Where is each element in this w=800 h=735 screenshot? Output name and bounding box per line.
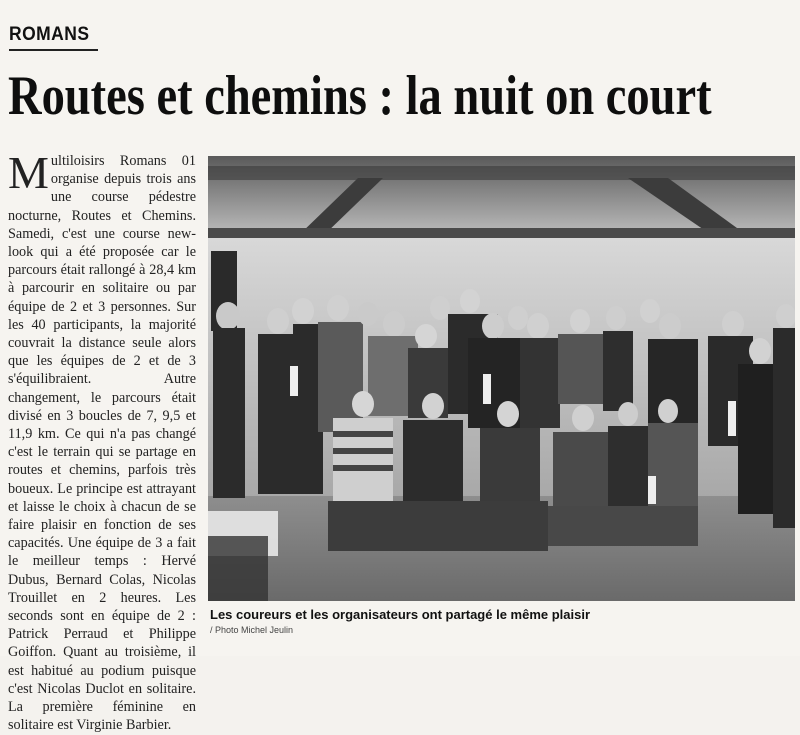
article-headline: Routes et chemins : la nuit on court [8, 65, 712, 127]
group-photo-illustration [208, 156, 795, 601]
drop-cap: M [8, 147, 49, 198]
section-underline [9, 49, 98, 51]
photo-caption: Les coureurs et les organisateurs ont partagé le même plaisir [210, 607, 591, 622]
article-body-text: ultiloisirs Romans 01 organise depuis trois ans une course pédestre nocturne, Routes et Chemins. Samedi, c'est une course new-look qui a été proposée car le parcours était rallongé à 28,4 km à parcourir en solitaire ou par équipe de 2 et 3 personnes. Sur les 40 participants, la majorité couvrait la distance seule alors que les équipes de 2 et de 3 s'équilibraient. Autre changement, le parcours était divisé en 3 boucles de 7, 9,5 et 11,9 km. Ce qui n'a pas changé c'est le terrain qui se partage en routes et chemins, parfois très boueux. Le principe est attrayant et laisse le choix à chacun de se faire plaisir en fonction de ses capacités. Une équipe de 3 a fait le meilleur temps : Hervé Dubus, Bernard Colas, Nicolas Trouillet en 2 heures. Les seconds sont en équipe de 2 : Patrick Perraud et Philippe Goiffon. Quant au troisième, il est habitué au podium puisque c'est Nicolas Duclot en solitaire. La première féminine en solitaire est Virginie Barbier. [8, 153, 196, 734]
section-label: ROMANS [9, 24, 90, 45]
photo-credit: / Photo Michel Jeulin [210, 625, 294, 635]
article-body [8, 147, 196, 735]
group-photo [208, 156, 795, 601]
